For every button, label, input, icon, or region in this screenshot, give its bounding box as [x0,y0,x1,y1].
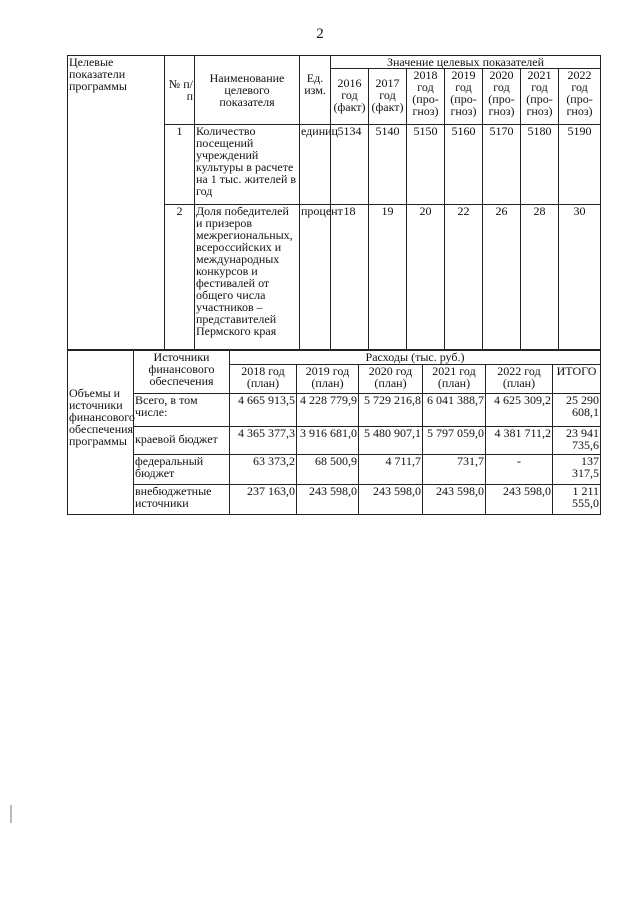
expense-value: 23 941 735,6 [553,427,601,455]
expense-value: 4 665 913,5 [230,394,297,427]
table-row [68,455,601,485]
source-name: федеральный бюджет [134,455,230,485]
expense-value: 5 729 216,8 [359,394,423,427]
indicator-unit: единиц [300,125,331,205]
year-header: 2022 год (про-гноз) [559,69,601,125]
indicator-value: 26 [483,205,521,350]
col-name-header: Наименование целевого показателя [195,56,300,125]
values-header: Значение целевых показателей [331,56,601,69]
table-row [68,427,601,455]
expense-value: 137 317,5 [553,455,601,485]
table-row [68,485,601,515]
year-header: 2016 год (факт) [331,69,369,125]
row-number: 1 [165,125,195,205]
expense-value: 731,7 [423,455,486,485]
indicator-value: 30 [559,205,601,350]
indicator-value: 20 [407,205,445,350]
financing-label: Объемы и источники финансового обеспечения программы [68,351,134,515]
indicator-value: 5180 [521,125,559,205]
table-row [68,394,601,427]
year-header: 2019 год (про-гноз) [445,69,483,125]
expense-value: 4 228 779,9 [297,394,359,427]
row-number: 2 [165,205,195,350]
source-name: Всего, в том числе: [134,394,230,427]
year-header: 2019 год (план) [297,365,359,394]
expense-value: 4 381 711,2 [486,427,553,455]
expense-value: 243 598,0 [423,485,486,515]
indicator-name: Доля победителей и призеров межрегиональных, всероссийских и международных конкурсов и фестивалей от общего числа участников – представителей Пермского края [195,205,300,350]
expense-value: 68 500,9 [297,455,359,485]
expense-value: 63 373,2 [230,455,297,485]
year-header: 2021 год (про-гноз) [521,69,559,125]
indicator-value: 5170 [483,125,521,205]
expense-value: 6 041 388,7 [423,394,486,427]
source-name: внебюджетные источники [134,485,230,515]
scan-edge-mark [10,805,12,823]
expense-value: 237 163,0 [230,485,297,515]
expense-value: 4 711,7 [359,455,423,485]
indicator-value: 5190 [559,125,601,205]
indicator-value: 22 [445,205,483,350]
indicator-value: 28 [521,205,559,350]
page-number: 2 [316,26,324,42]
expense-value: 5 480 907,1 [359,427,423,455]
indicator-value: 18 [331,205,369,350]
expense-value: 243 598,0 [297,485,359,515]
expense-value: 243 598,0 [359,485,423,515]
expense-value: 5 797 059,0 [423,427,486,455]
indicator-value: 5140 [369,125,407,205]
financing-table [67,350,601,515]
expense-value: 243 598,0 [486,485,553,515]
indicator-value: 19 [369,205,407,350]
indicator-value: 5160 [445,125,483,205]
indicator-value: 5150 [407,125,445,205]
indicator-name: Количество посещений учреждений культуры в расчете на 1 тыс. жителей в год [195,125,300,205]
expenses-header: Расходы (тыс. руб.) [230,351,601,365]
expense-value: 4 625 309,2 [486,394,553,427]
year-header: 2020 год (план) [359,365,423,394]
year-header: 2018 год (план) [230,365,297,394]
expense-value: - [486,455,553,485]
source-name: краевой бюджет [134,427,230,455]
col-num-header: № п/п [165,56,195,125]
target-indicators-label: Целевые показатели программы [68,56,165,350]
expense-value: 25 290 608,1 [553,394,601,427]
expense-value: 4 365 377,3 [230,427,297,455]
source-header: Источники финансового обеспечения [134,351,230,394]
year-header: 2021 год (план) [423,365,486,394]
expense-value: 3 916 681,0 [297,427,359,455]
indicator-value: 5134 [331,125,369,205]
col-unit-header: Ед. изм. [300,56,331,125]
year-header: 2018 год (про-гноз) [407,69,445,125]
year-header: 2017 год (факт) [369,69,407,125]
year-header: 2022 год (план) [486,365,553,394]
indicator-unit: процент [300,205,331,350]
target-indicators-table [67,55,601,350]
year-header: 2020 год (про-гноз) [483,69,521,125]
total-header: ИТОГО [553,365,601,394]
expense-value: 1 211 555,0 [553,485,601,515]
